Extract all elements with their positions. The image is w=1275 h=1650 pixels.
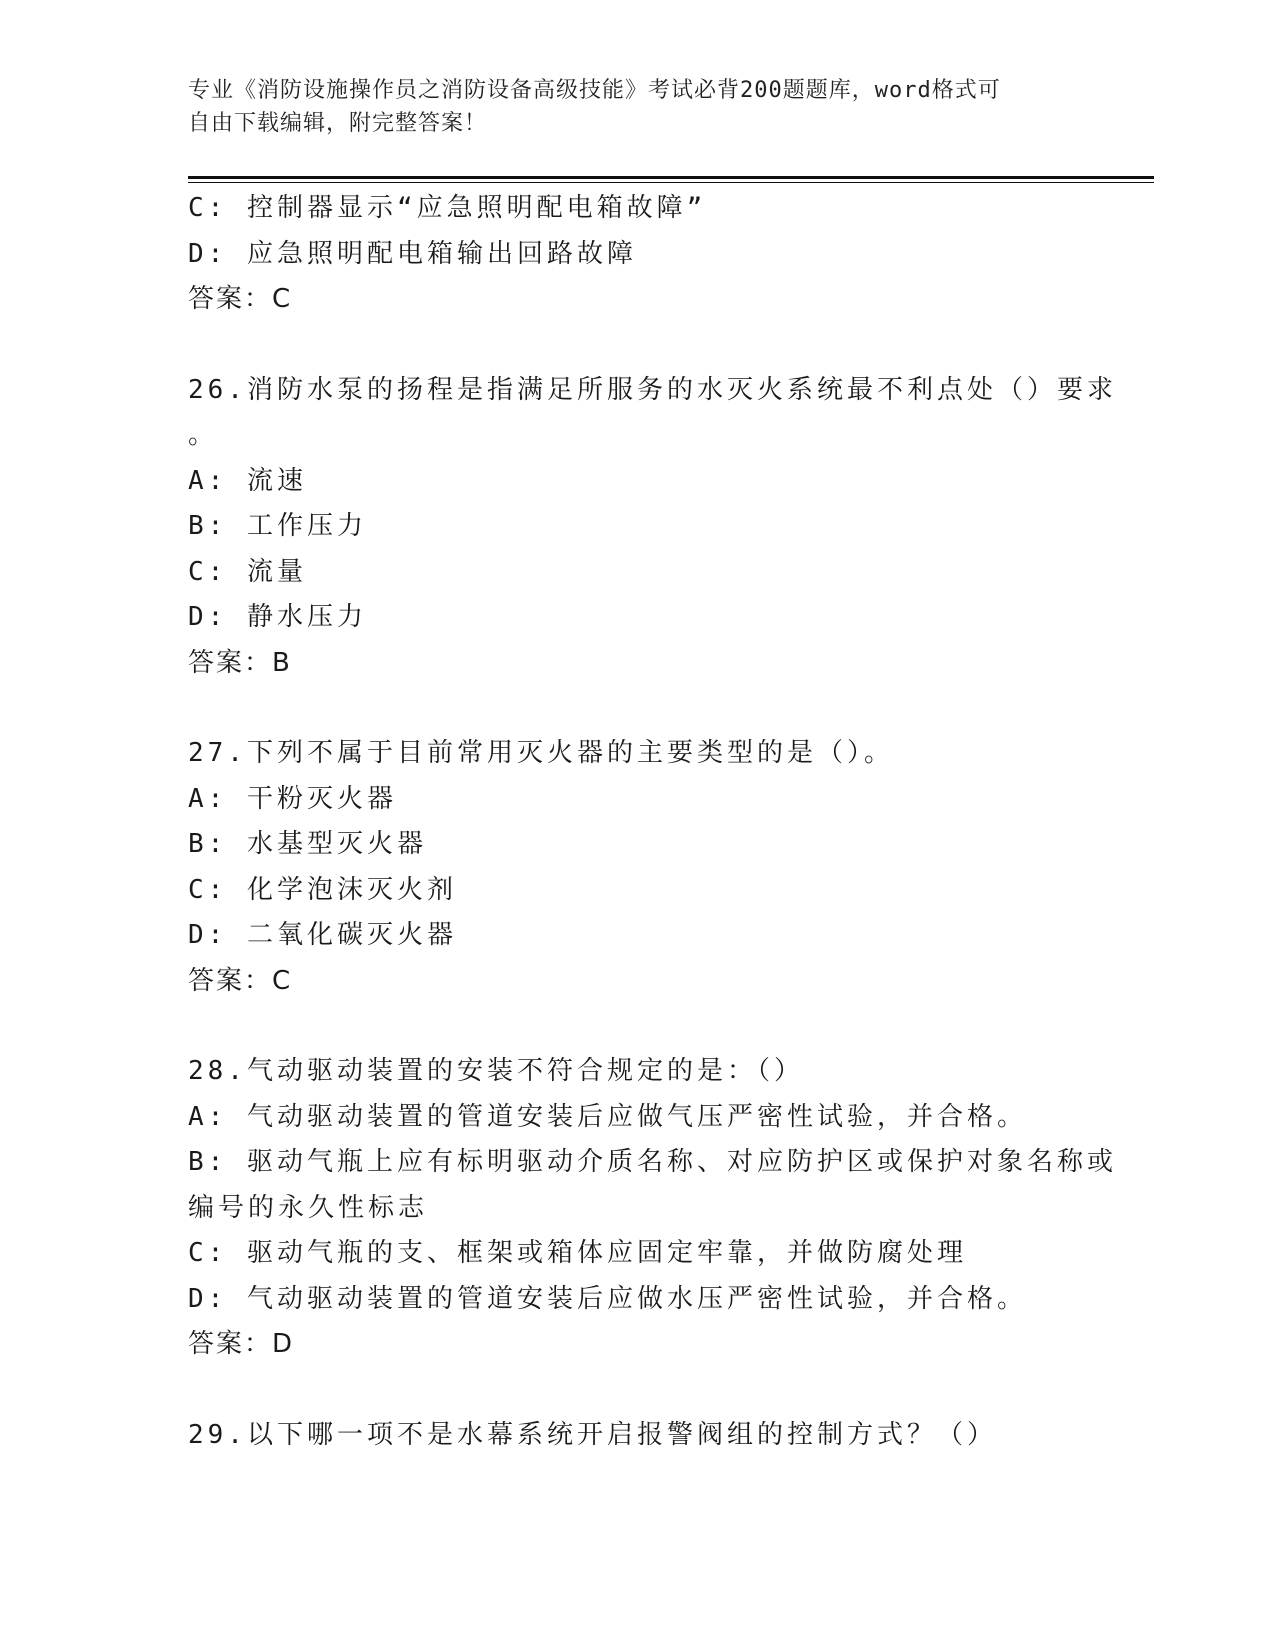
answer: 答案：C bbox=[188, 965, 293, 996]
option-a: A: 流速 bbox=[188, 465, 307, 496]
answer: 答案：C bbox=[188, 284, 293, 314]
question-list bbox=[188, 186, 1117, 1458]
header-line-2: 自由下载编辑，附完整答案！ bbox=[188, 111, 488, 136]
question-25 bbox=[188, 186, 1088, 323]
option-c: C: 驱动气瓶的支、框架或箱体应固定牢靠，并做防腐处理 bbox=[188, 1238, 967, 1268]
question-stem: 28.气动驱动装置的安装不符合规定的是：（） bbox=[188, 1056, 804, 1086]
answer: 答案：B bbox=[188, 647, 292, 678]
option-d: D: 应急照明配电箱输出回路故障 bbox=[188, 238, 637, 269]
question-27 bbox=[188, 731, 1088, 1004]
question-stem: 29.以下哪一项不是水幕系统开启报警阀组的控制方式？（） bbox=[188, 1419, 997, 1450]
option-c: C: 流量 bbox=[188, 556, 307, 587]
option-b-continued: 编号的永久性标志 bbox=[188, 1192, 429, 1223]
header-line-1: 专业《消防设施操作员之消防设备高级技能》考试必背200题题库，word格式可 bbox=[188, 78, 1001, 103]
option-a: A: 气动驱动装置的管道安装后应做气压严密性试验，并合格。 bbox=[188, 1101, 1027, 1132]
option-c: C: 化学泡沫灭火剂 bbox=[188, 874, 457, 905]
option-b: B: 水基型灭火器 bbox=[188, 829, 427, 859]
document-header bbox=[188, 74, 1068, 140]
question-stem: 26.消防水泵的扬程是指满足所服务的水灭火系统最不利点处（）要求 bbox=[188, 374, 1117, 405]
question-26 bbox=[188, 368, 1117, 687]
option-c: C: 控制器显示“应急照明配电箱故障” bbox=[188, 193, 707, 223]
option-b: B: 工作压力 bbox=[188, 511, 367, 541]
spacer bbox=[188, 1368, 1088, 1413]
answer: 答案：D bbox=[188, 1329, 295, 1359]
question-stem: 27.下列不属于目前常用灭火器的主要类型的是（）。 bbox=[188, 738, 894, 768]
question-stem-continued: 。 bbox=[188, 420, 219, 450]
spacer bbox=[188, 686, 1088, 731]
option-d: D: 气动驱动装置的管道安装后应做水压严密性试验，并合格。 bbox=[188, 1283, 1027, 1314]
option-b: B: 驱动气瓶上应有标明驱动介质名称、对应防护区或保护对象名称或 bbox=[188, 1147, 1117, 1177]
spacer bbox=[188, 323, 1088, 368]
header-divider-thick bbox=[188, 176, 1154, 179]
header-divider-thin bbox=[188, 182, 1154, 183]
option-a: A: 干粉灭火器 bbox=[188, 783, 397, 814]
option-d: D: 静水压力 bbox=[188, 602, 367, 632]
option-d: D: 二氧化碳灭火器 bbox=[188, 920, 457, 950]
question-28 bbox=[188, 1049, 1117, 1368]
spacer bbox=[188, 1004, 1088, 1049]
question-29 bbox=[188, 1413, 1088, 1459]
